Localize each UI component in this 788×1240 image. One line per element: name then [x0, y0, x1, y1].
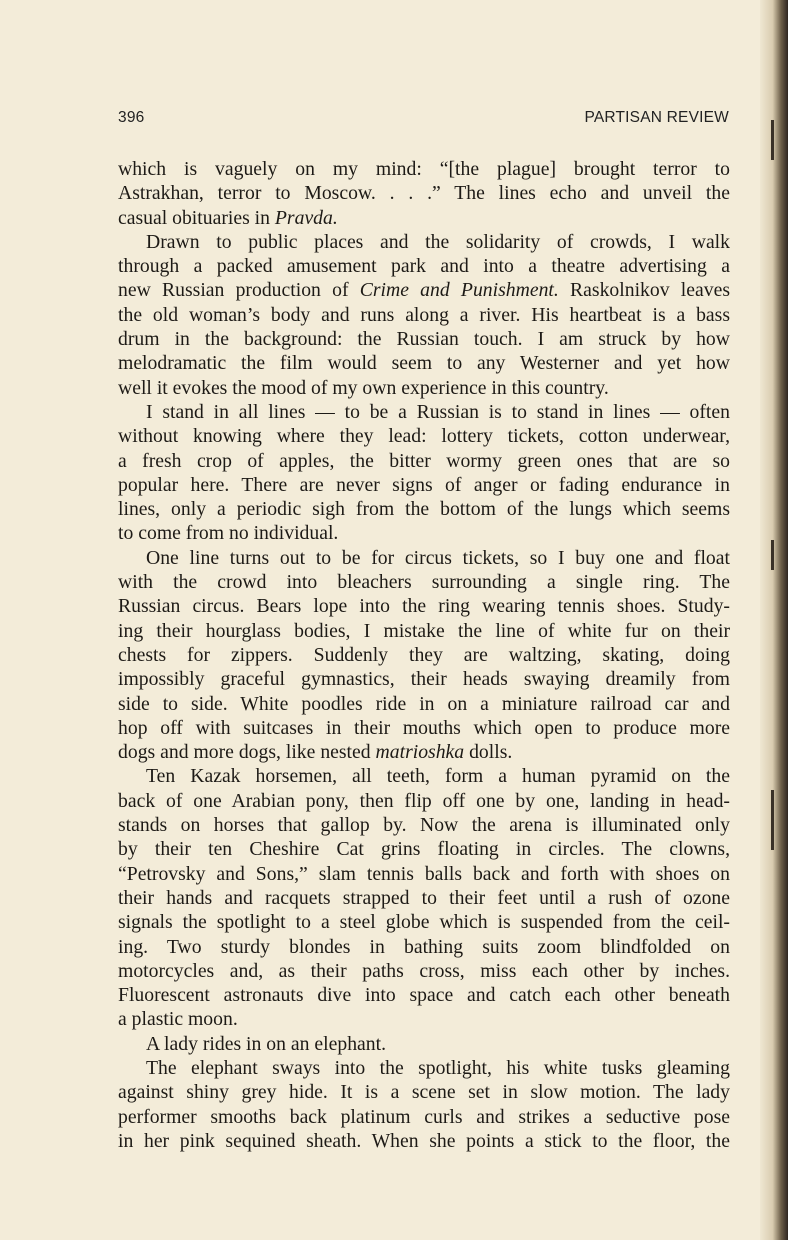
text-line: [118, 910, 730, 934]
text-line: [118, 886, 730, 910]
text-segment: motorcycles and, as their paths cross, miss each other by inches.: [118, 959, 730, 982]
text-line: [118, 1105, 730, 1129]
text-line: [118, 376, 730, 400]
text-line: [118, 424, 730, 448]
text-line: [118, 813, 730, 837]
text-segment: Russian circus. Bears lope into the ring wearing tennis shoes. Study-: [118, 595, 730, 618]
text-line: [118, 254, 730, 278]
running-header: [118, 109, 729, 129]
text-line: [118, 1032, 730, 1056]
text-line: [118, 1080, 730, 1104]
text-segment: The elephant sways into the spotlight, his white tusks gleaming: [146, 1056, 730, 1079]
text-line: [118, 716, 730, 740]
page-edge-shadow: [760, 0, 788, 1240]
text-line: [118, 862, 730, 886]
text-segment: A lady rides in on an elephant.: [146, 1032, 387, 1055]
text-segment: Raskolnikov leaves: [558, 279, 730, 302]
text-line: [118, 327, 730, 351]
text-segment: ing. Two sturdy blondes in bathing suits zoom blindfolded on: [118, 935, 730, 958]
text-segment: well it evokes the mood of my own experience in this country.: [118, 376, 609, 399]
text-segment: I stand in all lines — to be a Russian is to stand in lines — often: [146, 400, 730, 423]
text-line: [118, 521, 730, 545]
text-segment: “Petrovsky and Sons,” slam tennis balls back and forth with shoes on: [118, 862, 730, 885]
text-line: [118, 570, 730, 594]
text-segment: new Russian production of: [118, 279, 360, 302]
italic-text: matrioshka: [375, 741, 465, 764]
text-line: [118, 206, 730, 230]
page-edge-mark: [771, 120, 774, 160]
journal-title: PARTISAN REVIEW: [584, 109, 729, 126]
text-segment: a plastic moon.: [118, 1008, 238, 1031]
page-edge-mark: [771, 540, 774, 570]
text-line: [118, 837, 730, 861]
text-segment: dolls.: [464, 741, 513, 764]
text-line: [118, 303, 730, 327]
text-line: [118, 157, 730, 181]
text-line: [118, 789, 730, 813]
text-line: [118, 935, 730, 959]
text-line: [118, 667, 730, 691]
text-line: [118, 1056, 730, 1080]
text-segment: by their ten Cheshire Cat grins floating in circles. The clowns,: [118, 838, 730, 861]
page-number: 396: [118, 109, 145, 126]
text-segment: Ten Kazak horsemen, all teeth, form a human pyramid on the: [146, 765, 730, 788]
text-line: [118, 983, 730, 1007]
text-segment: One line turns out to be for circus tickets, so I buy one and float: [146, 546, 730, 569]
text-segment: performer smooths back platinum curls and strikes a seductive pose: [118, 1105, 730, 1128]
text-line: [118, 959, 730, 983]
text-segment: through a packed amusement park and into a theatre advertising a: [118, 255, 730, 278]
page-edge-mark: [771, 790, 774, 850]
text-segment: against shiny grey hide. It is a scene set in slow motion. The lady: [118, 1081, 730, 1104]
text-segment: stands on horses that gallop by. Now the arena is illuminated only: [118, 814, 730, 837]
text-line: [118, 740, 730, 764]
text-segment: without knowing where they lead: lottery tickets, cotton underwear,: [118, 425, 730, 448]
text-segment: to come from no individual.: [118, 522, 339, 545]
body-text: [118, 157, 730, 1153]
text-segment: Fluorescent astronauts dive into space and catch each other beneath: [118, 984, 730, 1007]
italic-text: Pravda.: [274, 206, 338, 229]
text-segment: drum in the background: the Russian touch. I am struck by how: [118, 328, 730, 351]
text-segment: a fresh crop of apples, the bitter wormy green ones that are so: [118, 449, 730, 472]
text-line: [118, 1007, 730, 1031]
text-line: [118, 449, 730, 473]
text-line: [118, 351, 730, 375]
text-segment: signals the spotlight to a steel globe which is suspended from the ceil-: [118, 911, 730, 934]
text-segment: ing their hourglass bodies, I mistake the line of white fur on their: [118, 619, 730, 642]
text-segment: melodramatic the film would seem to any Westerner and yet how: [118, 352, 730, 375]
text-segment: impossibly graceful gymnastics, their heads swaying dreamily from: [118, 668, 730, 691]
italic-text: Crime and Punishment.: [359, 279, 559, 302]
text-line: [118, 230, 730, 254]
text-line: [118, 497, 730, 521]
text-line: [118, 400, 730, 424]
text-segment: dogs and more dogs, like nested: [118, 741, 376, 764]
text-segment: Astrakhan, terror to Moscow. . . .” The lines echo and unveil the: [118, 182, 730, 205]
text-segment: with the crowd into bleachers surrounding a single ring. The: [118, 571, 730, 594]
text-line: [118, 619, 730, 643]
text-segment: in her pink sequined sheath. When she points a stick to the floor, the: [118, 1129, 730, 1152]
text-line: [118, 181, 730, 205]
text-line: [118, 692, 730, 716]
text-segment: side to side. White poodles ride in on a miniature railroad car and: [118, 692, 730, 715]
text-segment: the old woman’s body and runs along a river. His heartbeat is a bass: [118, 303, 730, 326]
text-segment: their hands and racquets strapped to their feet until a rush of ozone: [118, 886, 730, 909]
text-line: [118, 278, 730, 302]
text-line: [118, 473, 730, 497]
text-segment: lines, only a periodic sigh from the bottom of the lungs which seems: [118, 498, 730, 521]
text-line: [118, 594, 730, 618]
text-segment: casual obituaries in: [118, 206, 275, 229]
text-line: [118, 643, 730, 667]
text-line: [118, 546, 730, 570]
text-segment: which is vaguely on my mind: “[the plague] brought terror to: [118, 158, 730, 180]
text-segment: back of one Arabian pony, then flip off one by one, landing in head-: [118, 789, 730, 812]
text-segment: chests for zippers. Suddenly they are waltzing, skating, doing: [118, 643, 730, 666]
text-segment: Drawn to public places and the solidarity of crowds, I walk: [146, 230, 730, 253]
text-segment: popular here. There are never signs of anger or fading endurance in: [118, 473, 730, 496]
text-line: [118, 1129, 730, 1153]
text-line: [118, 764, 730, 788]
text-segment: hop off with suitcases in their mouths which open to produce more: [118, 716, 730, 739]
